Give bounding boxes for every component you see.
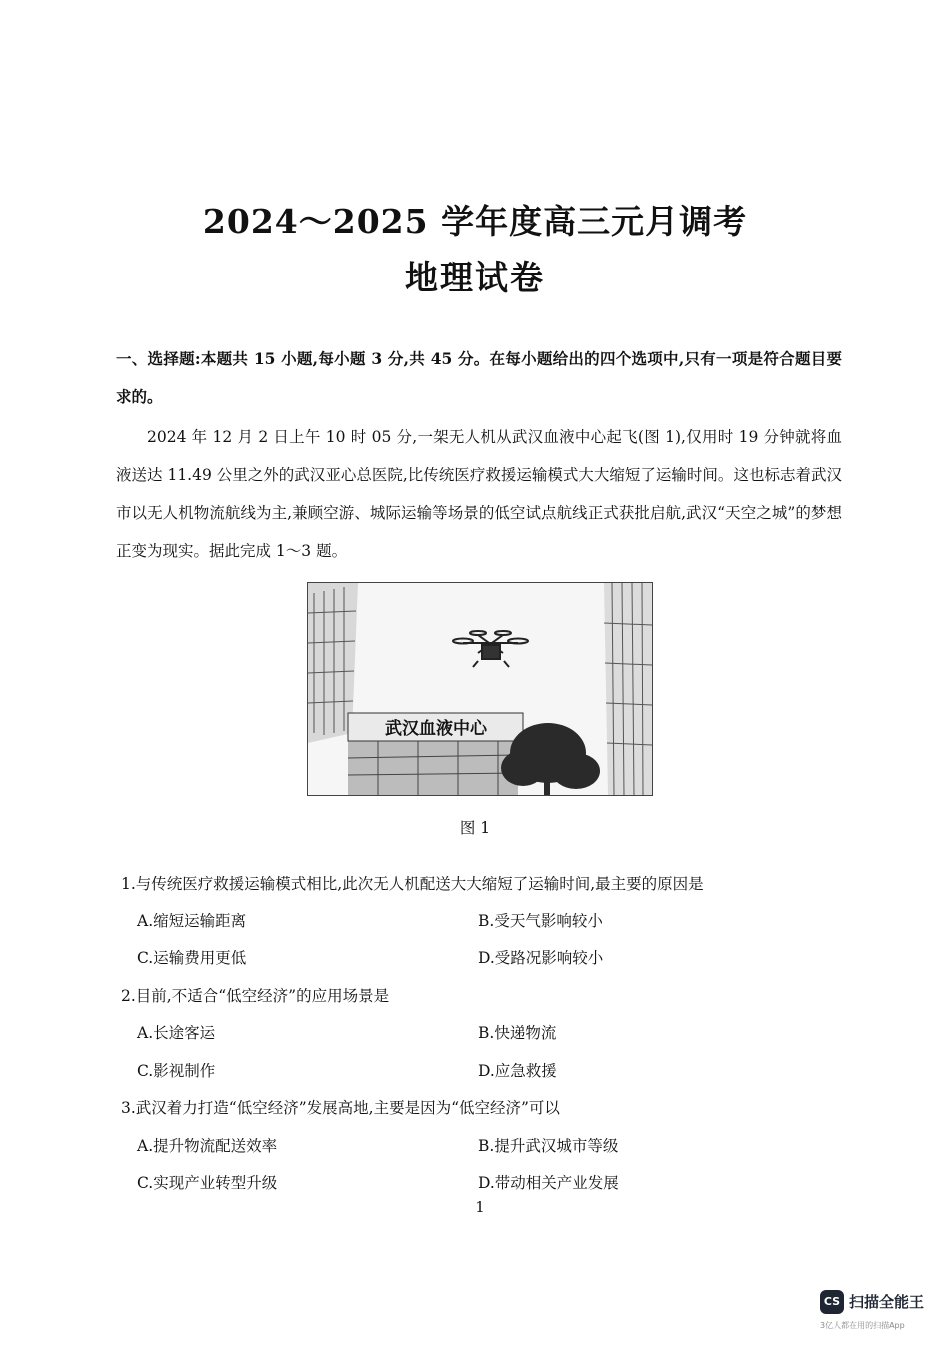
- scanner-watermark: [820, 1288, 940, 1336]
- question-1-stem: 1.与传统医疗救援运输模式相比,此次无人机配送大大缩短了运输时间,最主要的原因是: [121, 875, 704, 893]
- question-2-stem: 2.目前,不适合“低空经济”的应用场景是: [121, 987, 390, 1005]
- question-2-option-c: C.影视制作: [137, 1062, 216, 1080]
- question-1-option-c: C.运输费用更低: [137, 949, 247, 967]
- sign-text: 武汉血液中心: [385, 719, 487, 739]
- question-2-option-a: A.长途客运: [137, 1024, 216, 1042]
- question-1-option-b: B.受天气影响较小: [478, 912, 603, 930]
- watermark-app-name: 扫描全能王: [849, 1293, 925, 1311]
- question-3-option-d: D.带动相关产业发展: [478, 1174, 619, 1192]
- figure-caption: 图 1: [459, 819, 491, 837]
- page-number: 1: [475, 1198, 485, 1216]
- question-2-option-d: D.应急救援: [478, 1062, 557, 1080]
- camscanner-logo-icon: CS: [820, 1290, 844, 1314]
- watermark-slogan: 3亿人都在用的扫描App: [820, 1321, 905, 1330]
- section-heading: 一、选择题:本题共 15 小题,每小题 3 分,共 45 分。在每小题给出的四个选项中,只有一项是符合题目要求的。: [116, 349, 842, 406]
- exam-title: 2024～2025 学年度高三元月调考: [202, 202, 748, 241]
- question-2-option-b: B.快递物流: [478, 1024, 557, 1042]
- question-1-option-a: A.缩短运输距离: [137, 912, 247, 930]
- question-3-option-c: C.实现产业转型升级: [137, 1174, 278, 1192]
- question-3-option-b: B.提升武汉城市等级: [478, 1137, 619, 1155]
- question-3-option-a: A.提升物流配送效率: [137, 1137, 278, 1155]
- figure-drone-photo: [307, 582, 653, 796]
- exam-subject: 地理试卷: [405, 258, 545, 297]
- reading-passage: 2024 年 12 月 2 日上午 10 时 05 分,一架无人机从武汉血液中心起飞(图 1),仅用时 19 分钟就将血液送达 11.49 公里之外的武汉亚心总医院,比传统医疗救援运输模式大大缩短了运输时间。这也标志着武汉市以无人机物流航线为主,兼顾空游、城际运输等场景的低空试点航线正式获批启航,武汉“天空之城”的梦想正变为现实。据此完成 1～3 题。: [116, 428, 842, 560]
- drone-photo-illustration: [308, 583, 652, 795]
- question-3-stem: 3.武汉着力打造“低空经济”发展高地,主要是因为“低空经济”可以: [121, 1099, 560, 1117]
- question-1-option-d: D.受路况影响较小: [478, 949, 604, 967]
